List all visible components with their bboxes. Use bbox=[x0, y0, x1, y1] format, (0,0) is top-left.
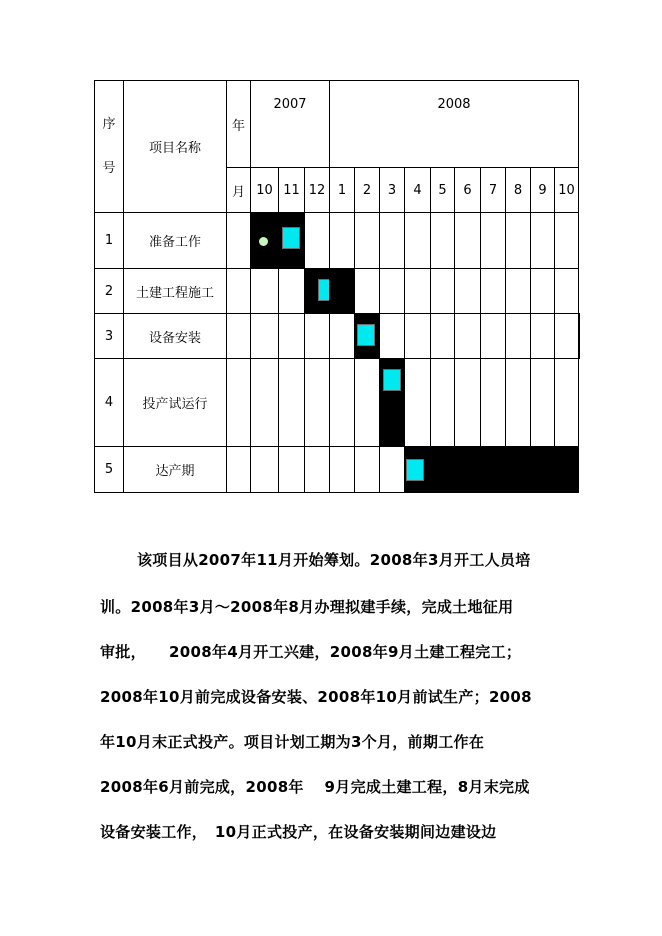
empty-cell bbox=[405, 213, 431, 269]
empty-cell bbox=[380, 314, 405, 359]
empty-cell bbox=[431, 314, 455, 359]
empty-cell bbox=[555, 213, 579, 269]
empty-cell bbox=[279, 269, 305, 314]
header-year-label: 年 bbox=[227, 81, 251, 168]
row-name: 达产期 bbox=[124, 447, 227, 493]
empty-cell bbox=[531, 314, 555, 359]
month-cell: 6 bbox=[455, 168, 481, 213]
month-cell: 1 bbox=[330, 168, 355, 213]
table-row bbox=[95, 269, 580, 314]
empty-cell bbox=[506, 314, 531, 359]
gantt-bar bbox=[282, 227, 300, 249]
header-year-2008: 2008 bbox=[330, 81, 579, 168]
empty-cell bbox=[555, 314, 579, 359]
empty-cell bbox=[431, 359, 455, 447]
gantt-block bbox=[380, 359, 405, 447]
month-cell: 8 bbox=[506, 168, 531, 213]
empty-cell bbox=[405, 359, 431, 447]
month-cell: 12 bbox=[305, 168, 330, 213]
month-cell: 7 bbox=[481, 168, 506, 213]
empty-cell bbox=[227, 359, 251, 447]
gantt-block bbox=[431, 447, 455, 493]
empty-cell bbox=[305, 314, 330, 359]
month-cell: 10 bbox=[555, 168, 579, 213]
empty-cell bbox=[431, 213, 455, 269]
month-cell: 5 bbox=[431, 168, 455, 213]
empty-cell bbox=[330, 447, 355, 493]
empty-cell bbox=[555, 269, 579, 314]
table-row bbox=[95, 213, 580, 269]
header-year-2007: 2007 bbox=[251, 81, 330, 168]
gantt-block bbox=[305, 269, 330, 314]
empty-cell bbox=[455, 213, 481, 269]
empty-cell bbox=[481, 213, 506, 269]
empty-cell bbox=[481, 314, 506, 359]
row-number: 3 bbox=[95, 314, 124, 359]
gantt-block bbox=[481, 447, 506, 493]
empty-cell bbox=[330, 359, 355, 447]
table-row bbox=[95, 447, 580, 493]
empty-cell bbox=[251, 447, 279, 493]
empty-cell bbox=[330, 213, 355, 269]
empty-cell bbox=[455, 359, 481, 447]
empty-cell bbox=[227, 269, 251, 314]
empty-cell bbox=[405, 314, 431, 359]
paragraph-line: 审批， 2008年4月开工兴建，2008年9月土建工程完工； bbox=[100, 643, 522, 661]
empty-cell bbox=[305, 213, 330, 269]
paragraph-line: 年10月末正式投产。项目计划工期为3个月，前期工作在 bbox=[100, 733, 485, 751]
gantt-block bbox=[251, 213, 279, 269]
paragraph-line: 设备安装工作， 10月正式投产，在设备安装期间边建设边 bbox=[100, 823, 497, 841]
gantt-bar bbox=[406, 459, 424, 481]
empty-cell bbox=[555, 359, 579, 447]
month-cell: 2 bbox=[355, 168, 380, 213]
gantt-block bbox=[531, 447, 555, 493]
empty-cell bbox=[531, 359, 555, 447]
empty-cell bbox=[251, 314, 279, 359]
empty-cell bbox=[279, 447, 305, 493]
month-cell: 11 bbox=[279, 168, 305, 213]
empty-cell bbox=[506, 213, 531, 269]
paragraph-line: 该项目从2007年11月开始筹划。2008年3月开工人员培 bbox=[137, 551, 531, 569]
empty-cell bbox=[251, 359, 279, 447]
empty-cell bbox=[506, 269, 531, 314]
row-name: 准备工作 bbox=[124, 213, 227, 269]
empty-cell bbox=[455, 314, 481, 359]
empty-cell bbox=[481, 269, 506, 314]
empty-cell bbox=[227, 314, 251, 359]
gantt-block bbox=[506, 447, 531, 493]
empty-cell bbox=[279, 359, 305, 447]
gantt-block bbox=[330, 269, 355, 314]
empty-cell bbox=[380, 447, 405, 493]
empty-cell bbox=[380, 213, 405, 269]
gantt-block bbox=[455, 447, 481, 493]
row-number: 1 bbox=[95, 213, 124, 269]
start-dot-icon bbox=[259, 237, 268, 246]
empty-cell bbox=[431, 269, 455, 314]
empty-cell bbox=[227, 213, 251, 269]
empty-cell bbox=[305, 447, 330, 493]
gantt-bar bbox=[383, 369, 401, 391]
month-cell: 3 bbox=[380, 168, 405, 213]
row-name: 投产试运行 bbox=[124, 359, 227, 447]
month-cell: 9 bbox=[531, 168, 555, 213]
empty-cell bbox=[481, 359, 506, 447]
schedule-table bbox=[94, 80, 580, 493]
row-number: 4 bbox=[95, 359, 124, 447]
gantt-block bbox=[405, 447, 431, 493]
paragraph-line: 2008年6月前完成，2008年 9月完成土建工程，8月末完成 bbox=[100, 778, 530, 796]
empty-cell bbox=[531, 269, 555, 314]
row-number: 2 bbox=[95, 269, 124, 314]
empty-cell bbox=[227, 447, 251, 493]
month-cell: 10 bbox=[251, 168, 279, 213]
empty-cell bbox=[405, 269, 431, 314]
empty-cell bbox=[531, 213, 555, 269]
empty-cell bbox=[305, 359, 330, 447]
paragraph-line: 训。2008年3月～2008年8月办理拟建手续，完成土地征用 bbox=[100, 598, 514, 616]
empty-cell bbox=[380, 269, 405, 314]
empty-cell bbox=[330, 314, 355, 359]
empty-cell bbox=[355, 447, 380, 493]
row-name: 设备安装 bbox=[124, 314, 227, 359]
row-name: 土建工程施工 bbox=[124, 269, 227, 314]
paragraph-line: 2008年10月前完成设备安装、2008年10月前试生产；2008 bbox=[100, 688, 532, 706]
row-number: 5 bbox=[95, 447, 124, 493]
month-cell: 4 bbox=[405, 168, 431, 213]
empty-cell bbox=[506, 359, 531, 447]
empty-cell bbox=[355, 359, 380, 447]
header-seq: 序 号 bbox=[95, 81, 124, 213]
empty-cell bbox=[355, 269, 380, 314]
gantt-bar bbox=[357, 324, 375, 346]
header-project-name: 项目名称 bbox=[124, 81, 227, 213]
empty-cell bbox=[455, 269, 481, 314]
table-row bbox=[95, 314, 580, 359]
empty-cell bbox=[579, 314, 580, 359]
table-row bbox=[95, 359, 580, 447]
empty-cell bbox=[279, 314, 305, 359]
gantt-block bbox=[355, 314, 380, 359]
empty-cell bbox=[355, 213, 380, 269]
empty-cell bbox=[251, 269, 279, 314]
header-month-label: 月 bbox=[227, 168, 251, 213]
gantt-block bbox=[279, 213, 305, 269]
gantt-block bbox=[555, 447, 579, 493]
gantt-bar bbox=[318, 279, 330, 301]
